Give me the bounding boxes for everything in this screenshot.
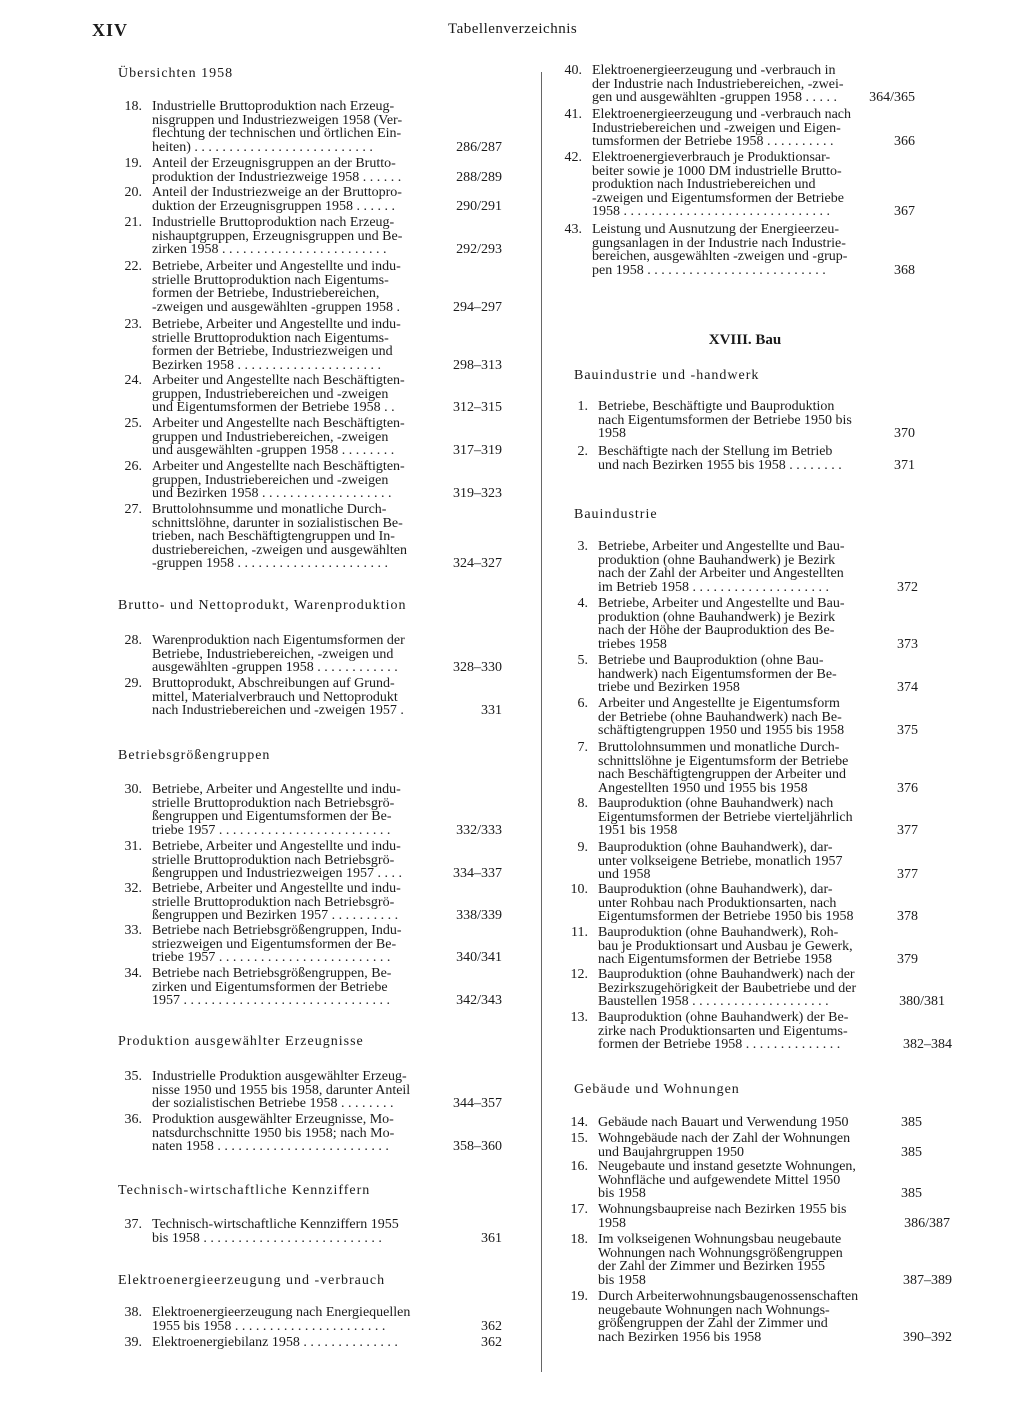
- section-heading: Produktion ausgewählter Erzeugnisse: [118, 1034, 364, 1049]
- entry-number: 17.: [570, 1202, 588, 1217]
- entry-page: 370: [894, 426, 915, 441]
- toc-entry: [577, 539, 918, 595]
- entry-page: 382–384: [903, 1037, 952, 1052]
- entry-page: 385: [901, 1186, 922, 1201]
- entry-page: 344–357: [453, 1096, 502, 1111]
- entry-number: 16.: [570, 1159, 588, 1174]
- entry-title: Industrielle Bruttoproduktion nach Erzeug- nisgruppen und Industriezweigen 1958 (Ver- flechtung der technischen und örtlichen Ein- heiten) . . . . . . . . . . . . . . . . . . . . . . . . . .: [152, 99, 403, 155]
- entry-number: 11.: [571, 925, 588, 940]
- entry-number: 32.: [124, 881, 142, 896]
- entry-number: 29.: [124, 676, 142, 691]
- toc-entry: [124, 1217, 502, 1246]
- entry-title: Gebäude nach Bauart und Verwendung 1950: [598, 1115, 849, 1130]
- entry-page: 362: [481, 1335, 502, 1350]
- entry-number: 43.: [564, 222, 582, 237]
- entry-page: 367: [894, 204, 915, 219]
- entry-number: 38.: [124, 1305, 142, 1320]
- toc-entry: [124, 1112, 502, 1154]
- entry-number: 9.: [577, 840, 588, 855]
- entry-number: 6.: [577, 696, 588, 711]
- entry-number: 27.: [124, 502, 142, 517]
- entry-title: Industrielle Produktion ausgewählter Erzeug- nisse 1950 und 1955 bis 1958, darunter Anteil der sozialistischen Betriebe 1958 . . . . . . . .: [152, 1069, 411, 1111]
- entry-page: 317–319: [453, 443, 502, 458]
- toc-entry: [124, 259, 502, 315]
- entry-title: Bruttolohnsummen und monatliche Durch- schnittslöhne je Eigentumsform der Betriebe nach Beschäftigtengruppen der Arbeiter und Angestellten 1950 und 1955 bis 1958: [598, 740, 849, 796]
- toc-entry: [124, 966, 502, 1008]
- entry-title: Elektroenergieerzeugung und -verbrauch in der Industrie nach Industriebereichen, -zwei- gen und ausgewählten -gruppen 1958 . . . . .: [592, 63, 844, 105]
- toc-entry: [577, 399, 915, 441]
- entry-title: Bauproduktion (ohne Bauhandwerk) nach Eigentumsformen der Betriebe vierteljährlich 1951 bis 1958: [598, 796, 853, 838]
- entry-number: 8.: [577, 796, 588, 811]
- entry-number: 10.: [570, 882, 588, 897]
- entry-page: 373: [897, 636, 918, 652]
- entry-title: Bauproduktion (ohne Bauhandwerk), dar- unter Rohbau nach Produktionsarten, nach Eigentumsformen der Betriebe 1950 bis 1958: [598, 882, 854, 924]
- toc-entry: [564, 150, 915, 219]
- entry-number: 19.: [124, 156, 142, 171]
- entry-page: 361: [481, 1230, 502, 1246]
- toc-entry: [577, 840, 918, 882]
- toc-entry: [564, 222, 915, 278]
- entry-title: Betriebe nach Betriebsgrößengruppen, Indu- striezweigen und Eigentumsformen der Be- triebe 1957 . . . . . . . . . . . . . . . . . . . . . . . . .: [152, 923, 402, 965]
- toc-entry: [124, 99, 502, 155]
- entry-page: 290/291: [456, 198, 502, 214]
- entry-page: 298–313: [453, 357, 502, 373]
- toc-entry: [124, 185, 502, 214]
- toc-entry: [124, 502, 502, 571]
- entry-page: 377: [897, 823, 918, 838]
- entry-number: 41.: [564, 107, 582, 122]
- toc-entry: [577, 796, 918, 838]
- entry-title: Betriebe, Arbeiter und Angestellte und indu- strielle Bruttoproduktion nach Betriebsgrö- ßengruppen und Industriezweigen 1957 . . . .: [152, 839, 402, 881]
- entry-number: 13.: [570, 1010, 588, 1025]
- entry-page: 374: [897, 680, 918, 695]
- toc-entry: [124, 676, 502, 718]
- entry-page: 372: [897, 579, 918, 595]
- entry-title: Elektroenergieerzeugung und -verbrauch nach Industriebereichen und -zweigen und Eigen- tumsformen der Betriebe 1958 . . . . . . . . . .: [592, 107, 852, 149]
- entry-page: 286/287: [456, 139, 502, 155]
- entry-page: 334–337: [453, 866, 502, 881]
- toc-entry: [124, 215, 502, 257]
- entry-title: Industrielle Bruttoproduktion nach Erzeug- nishauptgruppen, Erzeugnisgruppen und Be- zirken 1958 . . . . . . . . . . . . . . . . . . . . . . . .: [152, 215, 403, 257]
- toc-entry: [570, 1010, 952, 1052]
- toc-entry: [577, 596, 918, 652]
- entry-title: Elektroenergiebilanz 1958 . . . . . . . . . . . . . .: [152, 1335, 398, 1350]
- section-heading: Betriebsgrößengruppen: [118, 748, 271, 763]
- entry-page: 312–315: [453, 400, 502, 415]
- toc-entry: [124, 1335, 502, 1350]
- entry-number: 36.: [124, 1112, 142, 1127]
- entry-number: 42.: [564, 150, 582, 165]
- entry-number: 30.: [124, 782, 142, 797]
- entry-title: Wohngebäude nach der Zahl der Wohnungen und Baujahrgruppen 1950: [598, 1131, 851, 1160]
- toc-entry: [124, 1069, 502, 1111]
- toc-entry: [570, 1131, 922, 1160]
- toc-entry: [124, 317, 502, 373]
- entry-title: Leistung und Ausnutzung der Energieerzeu- gungsanlagen in der Industrie nach Industrie- bereichen, ausgewählten -zweigen und -grup- pen 1958 . . . . . . . . . . . . . . . . . . . . . . . . . .: [592, 222, 848, 278]
- entry-page: 375: [897, 723, 918, 738]
- section-heading: Technisch-wirtschaftliche Kennziffern: [118, 1183, 371, 1198]
- entry-page: 377: [897, 867, 918, 882]
- entry-page: 328–330: [453, 660, 502, 675]
- entry-page: 364/365: [869, 90, 915, 105]
- entry-title: Bauproduktion (ohne Bauhandwerk) der Be- zirke nach Produktionsarten und Eigentums- formen der Betriebe 1958 . . . . . . . . . . . . . .: [598, 1010, 849, 1052]
- entry-page: 338/339: [456, 908, 502, 923]
- entry-page: 340/341: [456, 950, 502, 965]
- entry-number: 23.: [124, 317, 142, 332]
- entry-title: Betriebe nach Betriebsgrößengruppen, Be- zirken und Eigentumsformen der Betriebe 1957 . . . . . . . . . . . . . . . . . . . . . . . . . . . . . .: [152, 966, 392, 1008]
- entry-number: 5.: [577, 653, 588, 668]
- entry-title: Anteil der Industriezweige an der Bruttopro- duktion der Erzeugnisgruppen 1958 . . . . . .: [152, 185, 402, 214]
- entry-title: Betriebe, Arbeiter und Angestellte und indu- strielle Bruttoproduktion nach Betriebsgrö- ßengruppen und Eigentumsformen der Be- triebe 1957 . . . . . . . . . . . . . . . . . . . . . . . . .: [152, 782, 401, 838]
- entry-page: 332/333: [456, 822, 502, 838]
- entry-title: Betriebe und Bauproduktion (ohne Bau- handwerk) nach Eigentumsformen der Be- triebe und Bezirken 1958: [598, 653, 837, 695]
- entry-number: 18.: [124, 99, 142, 114]
- entry-number: 12.: [570, 967, 588, 982]
- entry-page: 376: [897, 780, 918, 796]
- entry-title: Betriebe, Beschäftigte und Bauproduktion nach Eigentumsformen der Betriebe 1950 bis 1958: [598, 399, 852, 441]
- toc-entry: [570, 1115, 922, 1130]
- section-heading: Brutto- und Nettoprodukt, Warenproduktion: [118, 598, 407, 613]
- entry-title: Elektroenergieverbrauch je Produktionsar- beiter sowie je 1000 DM industrielle Brutto- produktion nach Industriebereichen und -zweigen und Eigentumsformen der Betriebe 1958 . . . . . . . . . . . . . . . . . . . . . . . . . . . . . .: [592, 150, 844, 219]
- entry-number: 35.: [124, 1069, 142, 1084]
- entry-page: 387–389: [903, 1272, 952, 1288]
- entry-number: 18.: [570, 1232, 588, 1247]
- entry-page: 324–327: [453, 556, 502, 571]
- section-heading: Bauindustrie: [574, 507, 658, 522]
- toc-entry: [124, 459, 502, 501]
- entry-page: 378: [897, 909, 918, 924]
- entry-page: 385: [901, 1115, 922, 1130]
- entry-page: 292/293: [456, 242, 502, 257]
- toc-entry: [577, 696, 918, 738]
- entry-number: 37.: [124, 1217, 142, 1232]
- column-divider: [541, 72, 542, 1372]
- entry-number: 40.: [564, 63, 582, 78]
- entry-title: Warenproduktion nach Eigentumsformen der Betriebe, Industriebereichen, -zweigen und ausgewählten -gruppen 1958 . . . . . . . . . . . .: [152, 633, 405, 675]
- entry-title: Anteil der Erzeugnisgruppen an der Brutto- produktion der Industriezweige 1958 . . . . . .: [152, 156, 402, 185]
- toc-entry: [124, 1305, 502, 1334]
- toc-entry: [570, 967, 945, 1009]
- entry-number: 21.: [124, 215, 142, 230]
- toc-entry: [571, 925, 918, 967]
- entry-title: Bruttolohnsumme und monatliche Durch- schnittslöhne, darunter in sozialistischen Be- trieben, nach Beschäftigtengruppen und In- dustriebereichen, -zweigen und ausgewählten -gruppen 1958 . . . . . . . . . . . . . . . . . . . . . .: [152, 502, 408, 571]
- entry-number: 28.: [124, 633, 142, 648]
- section-heading: Gebäude und Wohnungen: [574, 1082, 740, 1097]
- entry-title: Betriebe, Arbeiter und Angestellte und indu- strielle Bruttoproduktion nach Eigentums- formen der Betriebe, Industriebereichen, -zweigen und ausgewählten -gruppen 1958 .: [152, 259, 401, 315]
- section-heading: Übersichten 1958: [118, 66, 234, 81]
- entry-title: Wohnungsbaupreise nach Bezirken 1955 bis 1958: [598, 1202, 847, 1231]
- toc-entry: [124, 782, 502, 838]
- entry-number: 14.: [570, 1115, 588, 1130]
- entry-title: Arbeiter und Angestellte nach Beschäftigten- gruppen, Industriebereichen und -zweigen und Bezirken 1958 . . . . . . . . . . . . . . . . . . .: [152, 459, 405, 501]
- entry-page: 319–323: [453, 486, 502, 501]
- entry-number: 34.: [124, 966, 142, 981]
- toc-entry: [124, 373, 502, 415]
- entry-number: 39.: [124, 1335, 142, 1350]
- toc-entry: [124, 923, 502, 965]
- entry-title: Arbeiter und Angestellte nach Beschäftigten- gruppen und Industriebereichen, -zweigen und ausgewählten -gruppen 1958 . . . . . . . .: [152, 416, 405, 458]
- entry-page: 390–392: [903, 1329, 952, 1345]
- entry-number: 31.: [124, 839, 142, 854]
- entry-title: Arbeiter und Angestellte je Eigentumsform der Betriebe (ohne Bauhandwerk) nach Be- schäftigtengruppen 1950 und 1955 bis 1958: [598, 696, 845, 738]
- entry-number: 7.: [577, 740, 588, 755]
- entry-number: 19.: [570, 1289, 588, 1304]
- entry-title: Beschäftigte nach der Stellung im Betrieb und nach Bezirken 1955 bis 1958 . . . . . . . .: [598, 444, 842, 473]
- part-heading: XVIII. Bau: [708, 332, 782, 348]
- entry-number: 20.: [124, 185, 142, 200]
- entry-number: 4.: [577, 596, 588, 611]
- entry-title: Betriebe, Arbeiter und Angestellte und indu- strielle Bruttoproduktion nach Betriebsgrö- ßengruppen und Bezirken 1957 . . . . . . . . . .: [152, 881, 401, 923]
- entry-title: Bruttoprodukt, Abschreibungen auf Grund- mittel, Materialverbrauch und Nettoprodukt nach Industriebereichen und -zweigen 1957 .: [152, 676, 404, 718]
- entry-title: Elektroenergieerzeugung nach Energiequellen 1955 bis 1958 . . . . . . . . . . . . . . . . . . . . . .: [152, 1305, 411, 1334]
- page-title: Tabellenverzeichnis: [448, 21, 578, 37]
- entry-title: Bauproduktion (ohne Bauhandwerk), dar- unter volkseigene Betriebe, monatlich 1957 und 1958: [598, 840, 843, 882]
- entry-number: 22.: [124, 259, 142, 274]
- entry-number: 33.: [124, 923, 142, 938]
- toc-entry: [124, 156, 502, 185]
- entry-title: Betriebe, Arbeiter und Angestellte und indu- strielle Bruttoproduktion nach Eigentums- formen der Betriebe, Industriezweigen und Bezirken 1958 . . . . . . . . . . . . . . . . . . . . .: [152, 317, 401, 373]
- entry-title: Im volkseigenen Wohnungsbau neugebaute Wohnungen nach Wohnungsgrößengruppen der Zahl der Zimmer und Bezirken 1955 bis 1958: [598, 1232, 843, 1288]
- toc-entry: [577, 444, 915, 473]
- entry-page: 331: [481, 703, 502, 718]
- entry-title: Arbeiter und Angestellte nach Beschäftigten- gruppen, Industriebereichen und -zweigen und Eigentumsformen der Betriebe 1958 . .: [152, 373, 405, 415]
- toc-entry: [564, 107, 915, 149]
- toc-entry: [570, 1159, 922, 1201]
- entry-title: Technisch-wirtschaftliche Kennziffern 1955 bis 1958 . . . . . . . . . . . . . . . . . . . . . . . . . .: [152, 1217, 399, 1246]
- entry-number: 26.: [124, 459, 142, 474]
- toc-entry: [570, 1202, 950, 1231]
- toc-entry: [124, 633, 502, 675]
- toc-entry: [124, 416, 502, 458]
- toc-entry: [124, 881, 502, 923]
- entry-page: 368: [894, 262, 915, 278]
- toc-entry: [570, 882, 918, 924]
- toc-entry: [564, 63, 915, 105]
- toc-entry: [577, 653, 918, 695]
- entry-page: 379: [897, 952, 918, 967]
- entry-page: 342/343: [456, 993, 502, 1008]
- entry-page: 294–297: [453, 299, 502, 315]
- entry-number: 24.: [124, 373, 142, 388]
- toc-entry: [577, 740, 918, 796]
- entry-page: 380/381: [899, 994, 945, 1009]
- entry-page: 385: [901, 1144, 922, 1160]
- entry-title: Betriebe, Arbeiter und Angestellte und Bau- produktion (ohne Bauhandwerk) je Bezirk nach der Höhe der Bauproduktion des Be- triebes 1958: [598, 596, 845, 652]
- entry-title: Neugebaute und instand gesetzte Wohnungen, Wohnfläche und aufgewendete Mittel 1950 bis 1958: [598, 1159, 856, 1201]
- entry-page: 366: [894, 134, 915, 149]
- entry-page: 358–360: [453, 1139, 502, 1154]
- entry-number: 25.: [124, 416, 142, 431]
- entry-title: Produktion ausgewählter Erzeugnisse, Mo- natsdurchschnitte 1950 bis 1958; nach Mo- naten 1958 . . . . . . . . . . . . . . . . . . . . . . . . .: [152, 1112, 395, 1154]
- entry-page: 386/387: [904, 1215, 950, 1231]
- entry-number: 15.: [570, 1131, 588, 1146]
- toc-entry: [124, 839, 502, 881]
- entry-title: Betriebe, Arbeiter und Angestellte und Bau- produktion (ohne Bauhandwerk) je Bezirk nach der Zahl der Arbeiter und Angestellten im Betrieb 1958 . . . . . . . . . . . . . . . . . . . .: [598, 539, 845, 595]
- entry-page: 362: [481, 1318, 502, 1334]
- entry-page: 288/289: [456, 169, 502, 185]
- section-heading: Elektroenergieerzeugung und -verbrauch: [118, 1273, 386, 1288]
- entry-number: 2.: [577, 444, 588, 459]
- entry-number: 1.: [577, 399, 588, 414]
- entry-page: 371: [894, 457, 915, 473]
- entry-number: 3.: [577, 539, 588, 554]
- page-number: XIV: [92, 20, 129, 40]
- entry-title: Bauproduktion (ohne Bauhandwerk) nach der Bezirkszugehörigkeit der Baubetriebe und der Baustellen 1958 . . . . . . . . . . . . . . . . . . . .: [598, 967, 857, 1009]
- toc-entry: [570, 1289, 952, 1345]
- entry-title: Bauproduktion (ohne Bauhandwerk), Roh- bau je Produktionsart und Ausbau je Gewerk, nach Eigentumsformen der Betriebe 1958: [598, 925, 853, 967]
- entry-title: Durch Arbeiterwohnungsbaugenossenschaften neugebaute Wohnungen nach Wohnungs- größengruppen der Zahl der Zimmer und nach Bezirken 1956 bis 1958: [598, 1289, 859, 1345]
- toc-entry: [570, 1232, 952, 1288]
- section-heading: Bauindustrie und -handwerk: [574, 368, 760, 383]
